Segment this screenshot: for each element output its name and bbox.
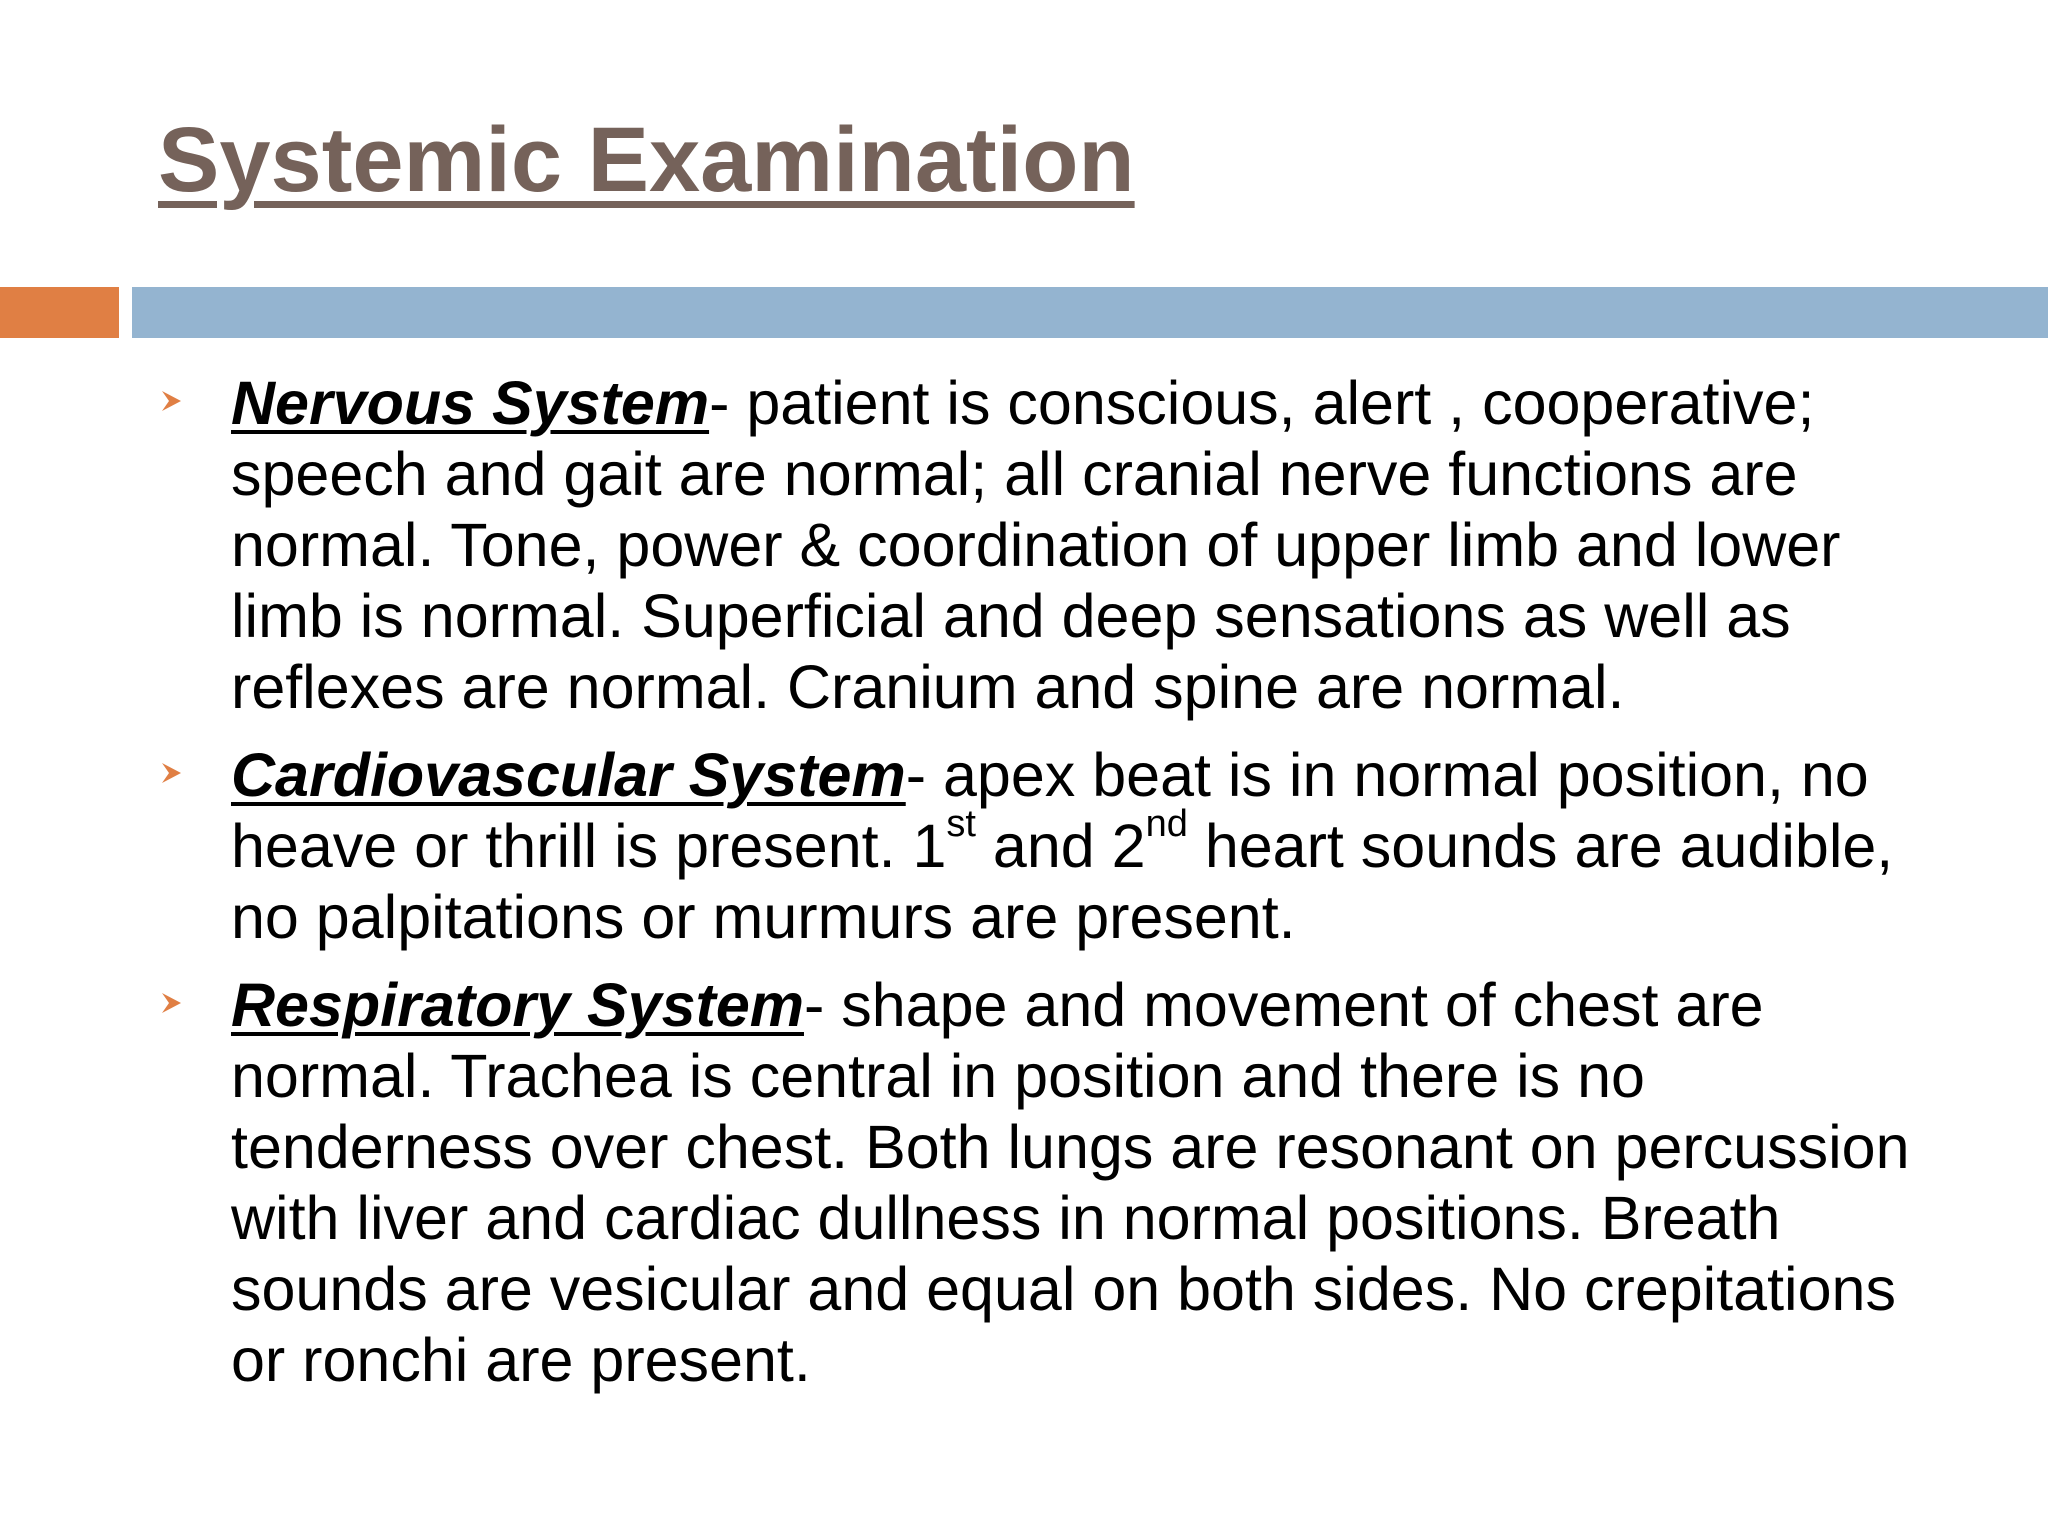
bullet-text-part: and 2	[975, 812, 1146, 880]
header-bar	[132, 287, 2048, 338]
bullet-heading: Respiratory System	[231, 971, 804, 1039]
arrowhead-bullet-icon	[159, 388, 185, 414]
slide-title: Systemic Examination	[158, 109, 1135, 211]
bullet-cardiovascular-system	[158, 740, 1958, 953]
accent-bar	[0, 287, 119, 338]
arrowhead-bullet-icon	[159, 990, 185, 1016]
bullet-text-part: - apex beat is in normal position, no heave or thrill is present. 1	[231, 741, 1869, 880]
bullet-text: - patient is conscious, alert , cooperative; speech and gait are normal; all cranial nerve functions are normal. Tone, power & coordination of upper limb and lower limb is normal. Superficial and deep sensations as well as reflexes are normal. Cranium and spine are normal.	[231, 369, 1841, 721]
bullet-heading: Nervous System	[231, 369, 710, 437]
superscript-st: st	[946, 803, 976, 845]
bullet-list	[158, 368, 1958, 1413]
arrowhead-bullet-icon	[159, 760, 185, 786]
bullet-respiratory-system	[158, 970, 1958, 1396]
bullet-text: - shape and movement of chest are normal. Trachea is central in position and there is no tenderness over chest. Both lungs are resonant on percussion with liver and cardiac dullness in normal positions. Breath sounds are vesicular and equal on both sides. No crepitations or ronchi are present.	[231, 971, 1910, 1394]
bullet-nervous-system	[158, 368, 1958, 723]
bullet-text-part: heart sounds are audible, no palpitations or murmurs are present.	[231, 812, 1894, 951]
superscript-nd: nd	[1145, 803, 1188, 845]
bullet-heading: Cardiovascular System	[231, 741, 906, 809]
